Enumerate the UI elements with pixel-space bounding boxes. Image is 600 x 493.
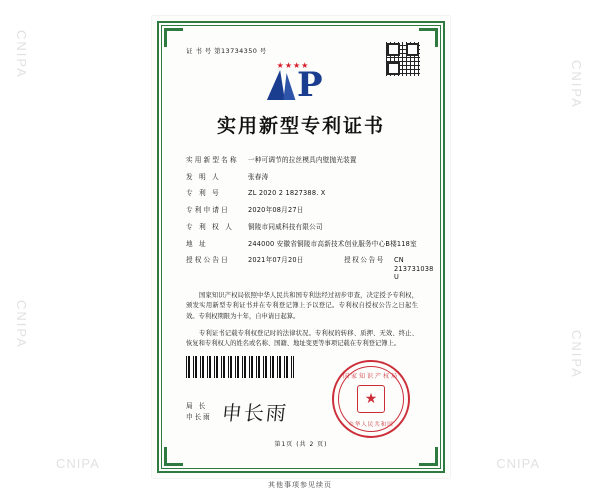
barcode: [186, 356, 294, 378]
certificate-number: 证 书 号 第13734350 号: [186, 47, 267, 55]
field-row-utility-model-name: [186, 156, 420, 164]
signature-labels: [186, 401, 212, 422]
grant-number-value: CN 213731038 U: [394, 256, 434, 281]
legal-text: [168, 291, 434, 349]
watermark: CNIPA: [14, 300, 29, 349]
grant-date-label: 授权公告日: [186, 256, 230, 265]
certificate-page: [152, 16, 450, 478]
field-row-grant-announcement: [186, 256, 434, 281]
field-row-application-date: [186, 206, 420, 214]
page-title: 实用新型专利证书: [216, 115, 385, 137]
field-row-address: [186, 240, 420, 248]
logo-letter-p: P: [297, 65, 323, 105]
page-number: 第1页 (共 2 页): [274, 441, 328, 448]
field-list: [168, 156, 434, 281]
seal-top-text: 国家知识产权局: [342, 373, 399, 380]
field-value: ZL 2020 2 1827388. X: [248, 189, 326, 198]
watermark: CNIPA: [56, 456, 100, 471]
field-value: 一种可调节的拉丝模具内壁抛光装置: [248, 156, 357, 164]
logo-swoosh-secondary-icon: [281, 73, 296, 100]
signature-block: [186, 397, 288, 426]
watermark: CNIPA: [14, 30, 29, 79]
seal-bottom-text: 中华人民共和国: [348, 422, 394, 428]
field-row-inventor: [186, 173, 420, 181]
field-row-patent-number: [186, 189, 420, 197]
national-emblem-icon: ★: [357, 385, 385, 413]
field-label: 专利申请日: [186, 206, 230, 215]
official-red-seal: [332, 360, 410, 438]
field-label: 实用新型名称: [186, 156, 239, 164]
certificate-content: [168, 32, 434, 462]
watermark: CNIPA: [569, 60, 584, 109]
footer-note: 其他事项参见续页: [268, 481, 332, 489]
field-label: 发 明 人: [186, 172, 221, 181]
field-value: 张春涛: [248, 172, 269, 181]
field-value: 244000 安徽省铜陵市高新技术创业服务中心B楼118室: [248, 239, 417, 248]
grant-date-value: 2021年07月20日: [248, 256, 304, 265]
legal-paragraph-1: 国家知识产权局依照中华人民共和国专利法经过初步审查，决定授予专利权，颁发实用新型专利证书并在专利登记簿上予以登记。专利权自授权公告之日起生效。专利权期限为十年，自申请日起算。: [186, 292, 418, 320]
qr-code-icon: [386, 42, 420, 76]
field-label: 专 利 权 人: [186, 222, 235, 231]
watermark: CNIPA: [496, 456, 540, 471]
field-value: 铜陵市同威科技有限公司: [248, 222, 323, 231]
handwritten-signature: 申长雨: [220, 401, 289, 425]
logo-stars-icon: ★★★★: [276, 61, 310, 70]
watermark: CNIPA: [569, 330, 584, 379]
field-row-patentee: [186, 223, 420, 231]
field-label: 地 址: [186, 239, 208, 248]
field-value: 2020年08月27日: [248, 206, 304, 215]
director-name-label: 申长雨: [186, 412, 212, 421]
grant-number-label: 授权公告号: [344, 256, 385, 265]
legal-paragraph-2: 专利证书记载专利权登记时的法律状况。专利权的转移、质押、无效、终止、恢复和专利权人的姓名或名称、国籍、地址变更等事项记载在专利登记簿上。: [186, 329, 418, 347]
director-title-label: 局 长: [186, 401, 208, 410]
field-label: 专 利 号: [186, 189, 221, 198]
